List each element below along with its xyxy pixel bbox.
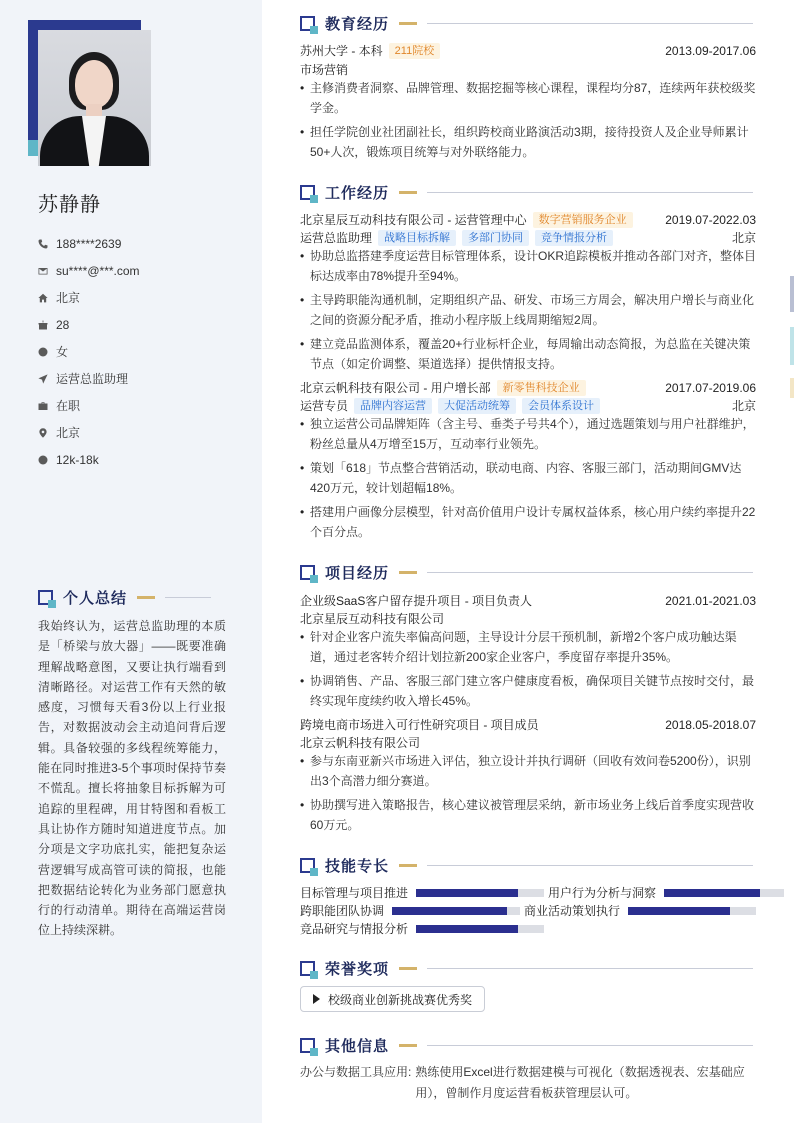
info-text: 188****2639	[56, 236, 122, 251]
skill-tag: 品牌内容运营	[354, 398, 432, 414]
skill-bar-fill	[416, 925, 518, 933]
section-line	[165, 597, 211, 598]
info-text: 北京	[56, 291, 81, 305]
other-key: 办公与数据工具应用:	[300, 1065, 412, 1079]
section-title: 个人总结	[63, 590, 128, 607]
list-item: • 针对企业客户流失率偏高问题，主导设计分层干预机制，新增2个客户成功触达渠道，通过老客转介绍计划拉新200家企业客户，季度留存率提升35%。	[300, 627, 756, 667]
project-org-row	[300, 734, 756, 751]
skill-name: 竞品研究与情报分析	[300, 922, 409, 936]
major: 市场营销	[300, 63, 349, 77]
edge-mark	[790, 378, 794, 398]
section-title: 其他信息	[325, 1038, 390, 1055]
company-name: 北京星辰互动科技有限公司 - 运营管理中心	[300, 213, 527, 227]
section-gold-bar	[399, 571, 417, 574]
info-text: 12k-18k	[56, 452, 99, 467]
list-item: • 协助总监搭建季度运营目标管理体系，设计OKR追踪模板并推动各部门对齐，整体目标达成率由78%提升至94%。	[300, 246, 756, 286]
skill-tag: 大促活动统筹	[438, 398, 516, 414]
skill-name: 用户行为分析与洞察	[548, 886, 657, 900]
section-marker	[300, 858, 315, 873]
education-header	[300, 13, 753, 34]
salary-icon	[38, 455, 48, 465]
section-marker	[300, 1038, 315, 1053]
section-title: 荣誉奖项	[325, 961, 390, 978]
info-home	[38, 284, 140, 311]
job-role: 运营总监助理	[300, 231, 373, 245]
job-period: 2019.07-2022.03	[665, 212, 756, 227]
play-triangle-icon	[313, 994, 320, 1004]
info-job-target	[38, 365, 140, 392]
project-header-row	[300, 592, 756, 609]
work-header	[300, 182, 753, 203]
edge-mark	[790, 276, 794, 312]
sidebar	[0, 0, 262, 1123]
industry-tag: 新零售科技企业	[497, 380, 586, 396]
education-major-row	[300, 61, 756, 78]
project-bullets	[300, 751, 756, 839]
skill-bar	[628, 907, 756, 915]
section-gold-bar	[399, 864, 417, 867]
skill-bar	[416, 889, 544, 897]
skill-tag: 竞争情报分析	[535, 230, 613, 246]
job-header-row	[300, 379, 756, 396]
section-line	[427, 968, 753, 969]
other-value: 熟练使用Excel进行数据建模与可视化（数据透视表、宏基础应用），曾制作月度运营看板获管理层认可。	[415, 1065, 745, 1100]
summary-header	[38, 587, 211, 608]
section-title: 教育经历	[325, 16, 390, 33]
projects-header	[300, 562, 753, 583]
section-marker	[300, 961, 315, 976]
candidate-name: 苏静静	[38, 194, 101, 216]
info-phone	[38, 230, 140, 257]
avatar-face	[75, 60, 113, 108]
skill-bar-fill	[664, 889, 760, 897]
project-header-row	[300, 716, 756, 733]
skill-name: 商业活动策划执行	[524, 904, 621, 918]
info-text: 运营总监助理	[56, 372, 129, 386]
status-briefcase-icon	[38, 401, 48, 411]
summary-text: 我始终认为，运营总监助理的本质是「桥梁与放大器」——既要准确理解战略意图，又要让执行端看到清晰路径。对运营工作有天然的敏感度，习惯每天看3份以上行业报告，对数据波动会主动追问背后逻辑。具备较强的多线程统筹能力，能在同时推进3-5个事项时保持节奏不慌乱。擅长将抽象目标拆解为可追踪的里程碑，用甘特图和看板工具让协作方随时知道进度节点。加分项是文字功底扎实，能把复杂运营逻辑写成高管可读的简报，也能把数据结论转化为业务部门愿意执行的行动清单。期待在高端运营岗位上持续深耕。	[38, 619, 226, 938]
section-title: 工作经历	[325, 185, 390, 202]
list-item: • 主导跨职能沟通机制，定期组织产品、研发、市场三方周会，解决用户增长与商业化之间的资源分配矛盾，推动小程序版上线周期缩短2周。	[300, 290, 756, 330]
project-name: 跨境电商市场进入可行性研究项目 - 项目成员	[300, 718, 539, 732]
project-period: 2018.05-2018.07	[665, 717, 756, 732]
age-cake-icon	[38, 320, 48, 330]
section-line	[427, 1045, 753, 1046]
job-bullets	[300, 246, 756, 378]
skills-header	[300, 855, 753, 876]
skill-bar-fill	[628, 907, 730, 915]
section-marker	[300, 565, 315, 580]
company-name: 北京云帆科技有限公司 - 用户增长部	[300, 381, 491, 395]
job-city: 北京	[731, 399, 756, 413]
industry-tag: 数字营销服务企业	[533, 212, 633, 228]
info-text: 北京	[56, 426, 81, 440]
section-line	[427, 23, 753, 24]
section-title: 技能专长	[325, 858, 390, 875]
info-text: 女	[56, 345, 69, 359]
section-line	[427, 865, 753, 866]
education-bullets	[300, 78, 756, 166]
job-header-row	[300, 211, 756, 228]
info-email	[38, 257, 140, 284]
skill-bar-fill	[416, 889, 518, 897]
info-salary	[38, 446, 140, 473]
list-item: • 协助撰写进入策略报告，核心建议被管理层采纳，新市场业务上线后首季度实现营收60万元。	[300, 795, 756, 835]
info-gender	[38, 338, 140, 365]
section-marker	[300, 16, 315, 31]
info-text: 在职	[56, 399, 81, 413]
contact-info	[38, 230, 140, 473]
email-icon	[38, 266, 48, 276]
section-marker	[300, 185, 315, 200]
skill-bar	[664, 889, 784, 897]
skill-name: 目标管理与项目推进	[300, 886, 409, 900]
project-org: 北京星辰互动科技有限公司	[300, 612, 445, 626]
section-line	[427, 192, 753, 193]
list-item: • 协调销售、产品、客服三部门建立客户健康度看板，确保项目关键节点按时交付，最终实现年度续约收入增长45%。	[300, 671, 756, 711]
section-gold-bar	[399, 22, 417, 25]
gender-icon	[38, 347, 48, 357]
award-item	[300, 986, 485, 1012]
project-org-row	[300, 610, 756, 627]
section-gold-bar	[399, 967, 417, 970]
info-age	[38, 311, 140, 338]
home-icon	[38, 293, 48, 303]
list-item: • 独立运营公司品牌矩阵（含主号、垂类子号共4个），通过选题策划与用户社群维护，粉丝总量从4万增至15万，互动率行业领先。	[300, 414, 756, 454]
info-status	[38, 392, 140, 419]
awards-header	[300, 958, 753, 979]
edge-mark	[790, 327, 794, 365]
avatar	[38, 30, 151, 166]
info-text: 28	[56, 317, 70, 332]
award-text: 校级商业创新挑战赛优秀奖	[328, 992, 473, 1007]
section-title: 项目经历	[325, 565, 390, 582]
skill-item	[548, 884, 784, 901]
job-bullets	[300, 414, 756, 546]
skill-tag: 战略目标拆解	[378, 230, 456, 246]
other-header	[300, 1035, 753, 1056]
project-name: 企业级SaaS客户留存提升项目 - 项目负责人	[300, 594, 533, 608]
skill-tag: 多部门协同	[462, 230, 529, 246]
skill-item	[300, 902, 520, 919]
info-location	[38, 419, 140, 446]
list-item: • 建立竞品监测体系，覆盖20+行业标杆企业，每周输出动态简报，为总监在关键决策节点（如定价调整、渠道选择）提供情报支持。	[300, 334, 756, 374]
list-item: • 担任学院创业社团副社长，组织跨校商业路演活动3期，接待投资人及企业导师累计50+人次，锻炼项目统筹与对外联络能力。	[300, 122, 756, 162]
skill-item	[300, 884, 544, 901]
education-period: 2013.09-2017.06	[665, 43, 756, 58]
skill-tag: 会员体系设计	[522, 398, 600, 414]
project-period: 2021.01-2021.03	[665, 593, 756, 608]
list-item: • 策划「618」节点整合营销活动，联动电商、内容、客服三部门，活动期间GMV达420万元，较计划超幅18%。	[300, 458, 756, 498]
section-line	[427, 572, 753, 573]
project-bullets	[300, 627, 756, 715]
list-item: • 参与东南亚新兴市场进入评估，独立设计并执行调研（回收有效问卷5200份），识别出3个高潜力细分赛道。	[300, 751, 756, 791]
school-tag: 211院校	[389, 43, 441, 59]
education-row	[300, 42, 756, 59]
list-item: • 主修消费者洞察、品牌管理、数据挖掘等核心课程，课程均分87，连续两年获校级奖学金。	[300, 78, 756, 118]
job-target-icon	[38, 374, 48, 384]
skill-item	[524, 902, 756, 919]
skill-item	[300, 920, 544, 937]
info-text: su****@***.com	[56, 263, 140, 278]
skill-bar-fill	[392, 907, 507, 915]
project-org: 北京云帆科技有限公司	[300, 736, 421, 750]
location-pin-icon	[38, 428, 48, 438]
other-info	[300, 1062, 756, 1104]
section-gold-bar	[399, 191, 417, 194]
skill-name: 跨职能团队协调	[300, 904, 385, 918]
skill-bar	[392, 907, 520, 915]
job-role-row	[300, 397, 756, 414]
section-marker	[38, 590, 53, 605]
job-period: 2017.07-2019.06	[665, 380, 756, 395]
section-gold-bar	[137, 596, 155, 599]
skill-bar	[416, 925, 544, 933]
job-role: 运营专员	[300, 399, 349, 413]
phone-icon	[38, 239, 48, 249]
job-city: 北京	[731, 231, 756, 245]
section-gold-bar	[399, 1044, 417, 1047]
job-role-row	[300, 229, 756, 246]
list-item: • 搭建用户画像分层模型，针对高价值用户设计专属权益体系，核心用户续约率提升22个百分点。	[300, 502, 756, 542]
school-name: 苏州大学 - 本科	[300, 44, 383, 58]
